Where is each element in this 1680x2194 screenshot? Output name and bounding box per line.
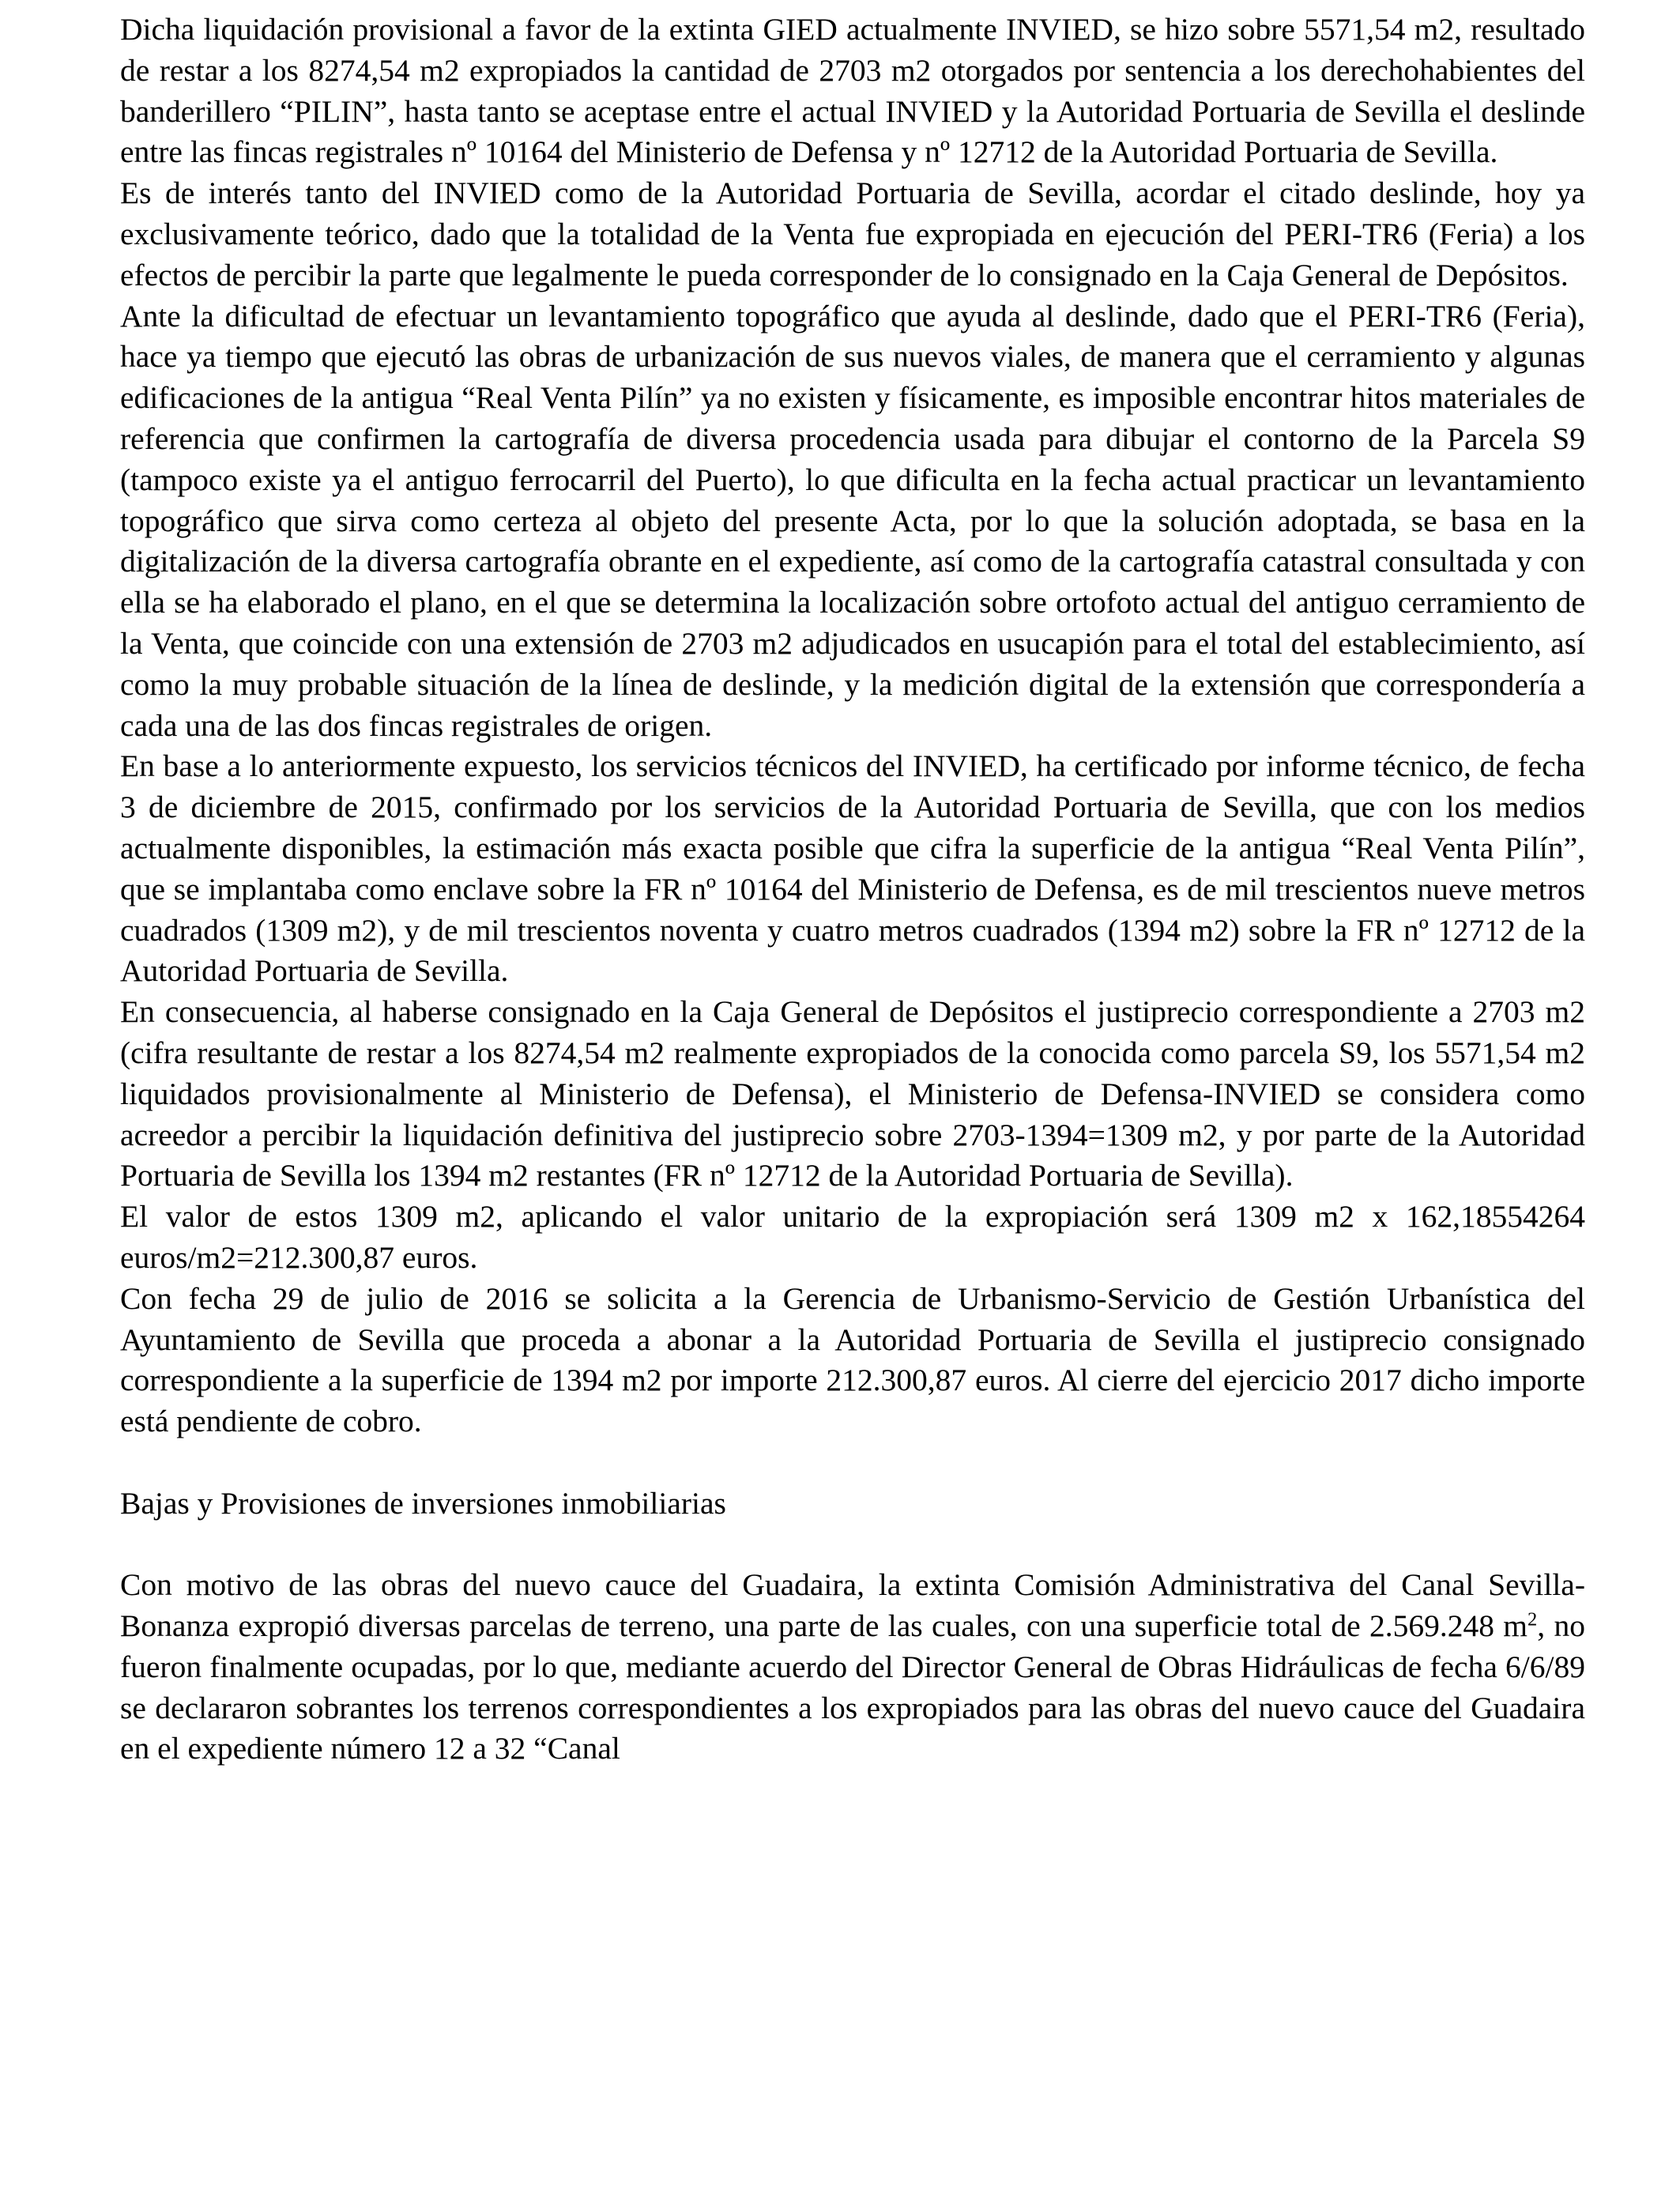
paragraph-valor-metros: El valor de estos 1309 m2, aplicando el valor unitario de la expropiación será 1309 m2 x 162,18554264 euros/m2=212.300,87 euros.	[120, 1199, 1585, 1275]
blank-line	[120, 1442, 1585, 1483]
paragraph-guadaira-text-start: Con motivo de las obras del nuevo cauce del Guadaira, la extinta Comisión Administrativa del Canal Sevilla-Bonanza expropió diversas parcelas de terreno, una parte de las cuales, con una superficie total de 2.569.248 m	[120, 1567, 1585, 1644]
paragraph-guadaira-text-end: , no fueron finalmente ocupadas, por lo que, mediante acuerdo del Director General de Obras Hidráulicas de fecha 6/6/89 se declararon sobrantes los terrenos correspondientes a los expropiados para las obras del nuevo cauce del Guadaira en el expediente número 12 a 32 “Canal	[120, 1608, 1586, 1766]
document-page	[120, 9, 1585, 1770]
paragraph-liquidacion-provisional: Dicha liquidación provisional a favor de la extinta GIED actualmente INVIED, se hizo sobre 5571,54 m2, resultado de restar a los 8274,54 m2 expropiados la cantidad de 2703 m2 otorgados por sentencia a los derechohabientes del banderillero “PILIN”, hasta tanto se aceptase entre el actual INVIED y la Autoridad Portuaria de Sevilla el deslinde entre las fincas registrales nº 10164 del Ministerio de Defensa y nº 12712 de la Autoridad Portuaria de Sevilla.	[120, 12, 1585, 170]
paragraph-interes-deslinde: Es de interés tanto del INVIED como de la Autoridad Portuaria de Sevilla, acordar el citado deslinde, hoy ya exclusivamente teórico, dado que la totalidad de la Venta fue expropiada en ejecución del PERI-TR6 (Feria) a los efectos de percibir la parte que legalmente le pueda corresponder de lo consignado en la Caja General de Depósitos.	[120, 175, 1585, 292]
paragraph-informe-tecnico: En base a lo anteriormente expuesto, los servicios técnicos del INVIED, ha certificado por informe técnico, de fecha 3 de diciembre de 2015, confirmado por los servicios de la Autoridad Portuaria de Sevilla, que con los medios actualmente disponibles, la estimación más exacta posible que cifra la superficie de la antigua “Real Venta Pilín”, que se implantaba como enclave sobre la FR nº 10164 del Ministerio de Defensa, es de mil trescientos nueve metros cuadrados (1309 m2), y de mil trescientos noventa y cuatro metros cuadrados (1394 m2) sobre la FR nº 12712 de la Autoridad Portuaria de Sevilla.	[120, 748, 1585, 989]
blank-line	[120, 1524, 1585, 1565]
paragraph-guadaira	[120, 1565, 1585, 1770]
paragraph-consecuencia: En consecuencia, al haberse consignado en la Caja General de Depósitos el justiprecio correspondiente a 2703 m2 (cifra resultante de restar a los 8274,54 m2 realmente expropiados de la conocida como parcela S9, los 5571,54 m2 liquidados provisionalmente al Ministerio de Defensa), el Ministerio de Defensa-INVIED se considera como acreedor a percibir la liquidación definitiva del justiprecio sobre 2703-1394=1309 m2, y por parte de la Autoridad Portuaria de Sevilla los 1394 m2 restantes (FR nº 12712 de la Autoridad Portuaria de Sevilla).	[120, 994, 1585, 1193]
square-unit-superscript: 2	[1527, 1608, 1538, 1630]
paragraph-levantamiento-topografico: Ante la dificultad de efectuar un levantamiento topográfico que ayuda al deslinde, dado que el PERI-TR6 (Feria), hace ya tiempo que ejecutó las obras de urbanización de sus nuevos viales, de manera que el cerramiento y algunas edificaciones de la antigua “Real Venta Pilín” ya no existen y físicamente, es imposible encontrar hitos materiales de referencia que confirmen la cartografía de diversa procedencia usada para dibujar el contorno de la Parcela S9 (tampoco existe ya el antiguo ferrocarril del Puerto), lo que dificulta en la fecha actual practicar un levantamiento topográfico que sirva como certeza al objeto del presente Acta, por lo que la solución adoptada, se basa en la digitalización de la diversa cartografía obrante en el expediente, así como de la cartografía catastral consultada y con ella se ha elaborado el plano, en el que se determina la localización sobre ortofoto actual del antiguo cerramiento de la Venta, que coincide con una extensión de 2703 m2 adjudicados en usucapión para el total del establecimiento, así como la muy probable situación de la línea de deslinde, y la medición digital de la extensión que correspondería a cada una de las dos fincas registrales de origen.	[120, 298, 1585, 743]
section-heading: Bajas y Provisiones de inversiones inmobiliarias	[120, 1485, 726, 1521]
paragraph-solicitud-gerencia: Con fecha 29 de julio de 2016 se solicita a la Gerencia de Urbanismo-Servicio de Gestión Urbanística del Ayuntamiento de Sevilla que proceda a abonar a la Autoridad Portuaria de Sevilla el justiprecio consignado correspondiente a la superficie de 1394 m2 por importe 212.300,87 euros. Al cierre del ejercicio 2017 dicho importe está pendiente de cobro.	[120, 1280, 1585, 1439]
